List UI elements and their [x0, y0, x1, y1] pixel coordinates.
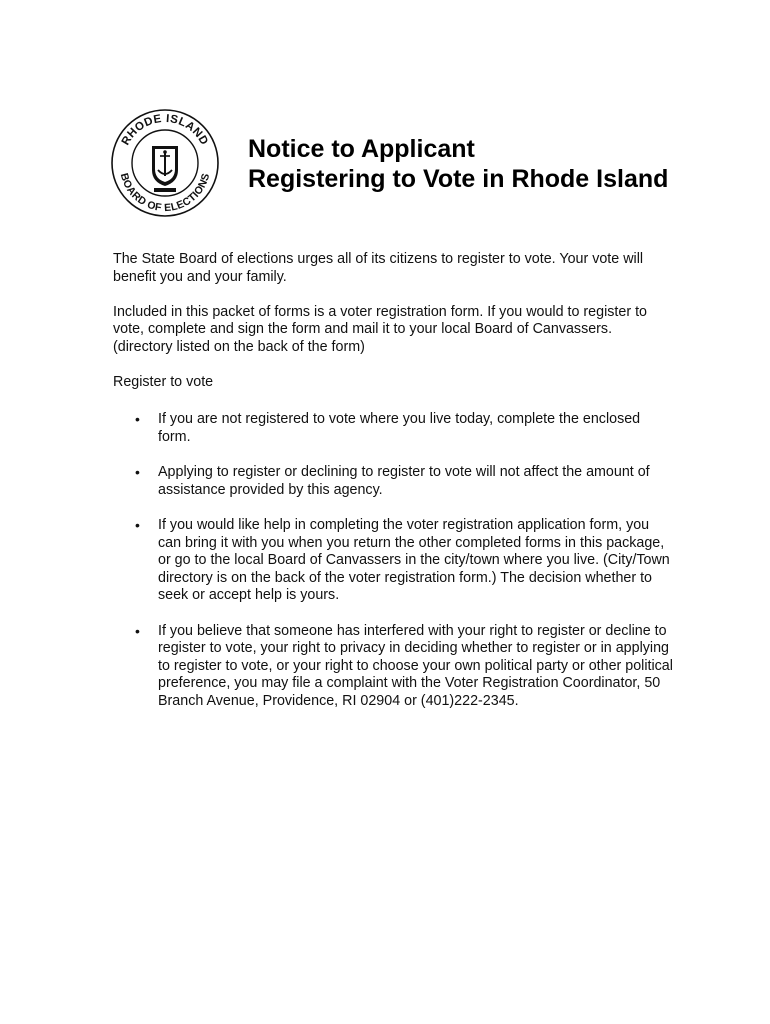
notice-body [113, 251, 673, 728]
anchor-emblem-icon [152, 146, 178, 192]
seal-top-text: RHODE ISLAND [119, 112, 211, 148]
bullet-text: If you are not registered to vote where you live today, complete the enclosed form. [158, 411, 641, 445]
list-item [113, 517, 673, 605]
register-heading: Register to vote [113, 373, 214, 390]
bullet-icon: • [135, 411, 140, 427]
title-line-2: Registering to Vote in Rhode Island [248, 165, 669, 193]
bullet-text: Applying to register or declining to register to vote will not affect the amount of assistance provided by this agency. [158, 464, 650, 498]
bullet-text: If you would like help in completing the voter registration application form, you can bring it with you when you return the other completed forms in this package, or go to the local Board of Canvassers in the city/town where you live. (City/Town directory is on the back of the voter registration form.) The decision whether to seek or accept help is yours. [158, 517, 670, 603]
bullet-icon: • [135, 464, 140, 480]
intro-paragraph: The State Board of elections urges all of its citizens to register to vote. Your vote will benefit you and your family. [113, 251, 644, 285]
list-item [113, 464, 673, 499]
seal-bottom-text: BOARD OF ELECTIONS [117, 171, 213, 215]
list-item [113, 411, 673, 446]
packet-paragraph: Included in this packet of forms is a voter registration form. If you would to register to vote, complete and sign the form and mail it to your local Board of Canvassers. (directory listed on the back of the form) [113, 303, 647, 355]
title-line-1: Notice to Applicant [248, 135, 475, 163]
bullet-list [113, 411, 673, 710]
board-of-elections-seal [110, 108, 220, 218]
bullet-icon: • [135, 622, 140, 639]
seal-graphic [110, 108, 220, 218]
title-block [248, 134, 748, 194]
bullet-icon: • [135, 517, 140, 533]
bullet-text: If you believe that someone has interfered with your right to register or decline to register to vote, your right to privacy in deciding whether to register or in applying to register to vote, or your right to choose your own political party or other political preference, you may file a complaint with the Voter Registration Coordinator, 50 Branch Avenue, Providence, RI 02904 or (401)222-2345. [158, 622, 673, 709]
list-item [113, 623, 673, 711]
